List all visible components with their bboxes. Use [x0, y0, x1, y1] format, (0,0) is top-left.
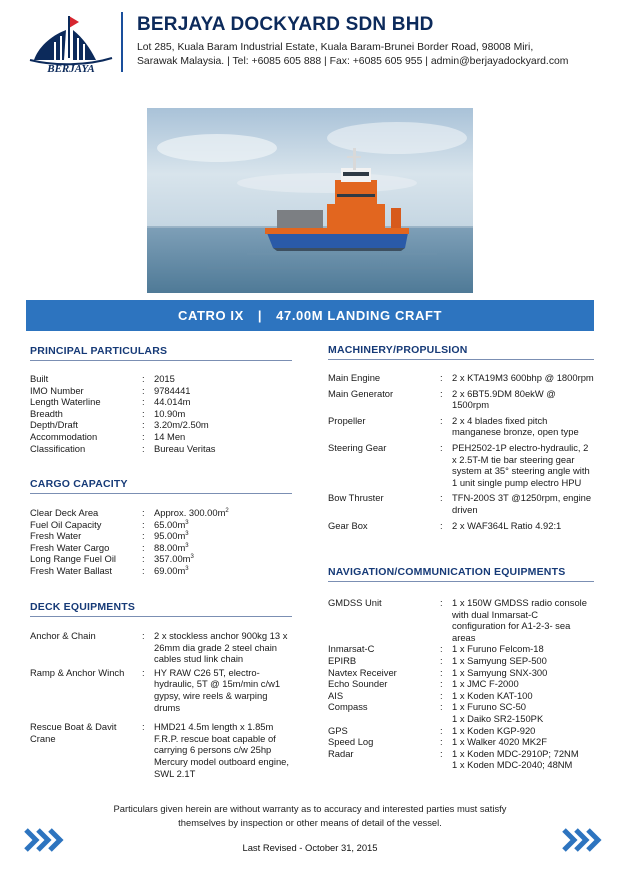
- cargo-capacity-title: CARGO CAPACITY: [30, 478, 128, 490]
- spec-label: IMO Number: [30, 384, 84, 396]
- spec-label: EPIRB: [328, 654, 357, 666]
- spec-value-text: 1 x Koden KAT-100: [452, 689, 533, 701]
- deck-equipments-title: DECK EQUIPMENTS: [30, 601, 136, 613]
- spec-colon: :: [142, 407, 145, 419]
- spec-colon: :: [142, 721, 145, 733]
- spec-colon: :: [440, 724, 443, 736]
- unit-superscript: 3: [185, 542, 189, 549]
- spec-row: [328, 678, 594, 690]
- spec-value: [154, 630, 292, 665]
- vessel-name: CATRO IX: [177, 308, 244, 323]
- spec-value-text: 2 x KTA19M3 600bhp @ 1800rpm: [452, 372, 594, 383]
- spec-row: [30, 396, 292, 408]
- section-divider: [30, 493, 292, 494]
- cargo-capacity-table: [30, 507, 292, 577]
- spec-value-text: HY RAW C26 5T, electro-hydraulic, 5T @ 15m/min c/w1 gypsy, wire reels & warping drums: [154, 666, 281, 713]
- spec-label: Fresh Water: [30, 530, 82, 542]
- disclaimer-line-1: Particulars given herein are without warranty as to accuracy and interested parties must satisfy: [113, 803, 507, 814]
- spec-value-text: 1 x Koden MDC-2040; 48NM: [452, 759, 573, 771]
- spec-colon: :: [440, 666, 443, 678]
- spec-value-text: 1 x Walker 4020 MK2F: [452, 736, 547, 748]
- spec-row: [328, 388, 594, 411]
- last-revised: Last Revised - October 31, 2015: [242, 842, 378, 853]
- spec-value: [452, 748, 594, 760]
- spec-row: [328, 701, 594, 713]
- spec-label: [328, 759, 440, 771]
- spec-value: [452, 655, 594, 667]
- spec-value: [452, 415, 594, 438]
- spec-value-text: 44.014m: [154, 396, 191, 408]
- spec-value: [154, 431, 292, 443]
- spec-row: [328, 725, 594, 737]
- spec-row: [328, 690, 594, 702]
- spec-value: [154, 667, 292, 713]
- spec-label: Anchor & Chain: [30, 630, 96, 641]
- spec-label: AIS: [328, 689, 344, 701]
- spec-value-text: 69.00m: [154, 564, 186, 576]
- spec-value: [452, 713, 594, 725]
- spec-row: [328, 713, 594, 725]
- spec-colon: :: [440, 689, 443, 701]
- spec-colon: :: [142, 630, 145, 641]
- spec-value: [452, 759, 594, 771]
- spec-colon: :: [440, 387, 443, 399]
- spec-row: [30, 530, 292, 542]
- spec-value: [452, 667, 594, 679]
- spec-value: [154, 542, 292, 554]
- spec-colon: :: [440, 441, 443, 453]
- spec-row: [328, 736, 594, 748]
- spec-value: [452, 678, 594, 690]
- spec-value-text: 2015: [154, 373, 175, 384]
- spec-value: [154, 519, 292, 531]
- spec-label: Built: [30, 373, 49, 384]
- spec-colon-blank: [440, 713, 452, 725]
- spec-row: [328, 759, 594, 771]
- vessel-photo: [147, 108, 473, 293]
- spec-value-text: 357.00m: [154, 553, 191, 565]
- spec-value-text: 2 x 4 blades fixed pitch manganese bronze, open type: [452, 414, 579, 438]
- spec-value: [154, 385, 292, 397]
- spec-value-text: 14 Men: [154, 430, 186, 442]
- spec-label: Navtex Receiver: [328, 666, 397, 678]
- spec-value-text: 65.00m: [154, 518, 186, 530]
- spec-colon: :: [142, 373, 145, 384]
- company-logo: [28, 14, 114, 74]
- spec-value-text: 1 x Koden KGP-920: [452, 724, 536, 736]
- spec-row: [328, 748, 594, 760]
- spec-value-text: 88.00m: [154, 541, 186, 553]
- spec-value-text: 2 x WAF364L Ratio 4.92:1: [452, 519, 562, 531]
- navigation-communication-table: [328, 597, 594, 771]
- company-name: BERJAYA DOCKYARD SDN BHD: [137, 14, 434, 35]
- unit-superscript: 3: [190, 554, 194, 561]
- spec-colon: :: [440, 414, 443, 426]
- disclaimer-line-2: themselves by inspection or other means of detail of the vessel.: [178, 817, 442, 828]
- spec-label: Main Engine: [328, 372, 381, 383]
- spec-label: Breadth: [30, 407, 63, 419]
- section-divider: [30, 360, 292, 361]
- spec-value: [154, 721, 292, 779]
- spec-colon: :: [440, 747, 443, 759]
- spec-colon: :: [440, 372, 443, 383]
- spec-value: [452, 725, 594, 737]
- spec-row: [30, 443, 292, 455]
- spec-colon: :: [440, 519, 443, 531]
- spec-value: [452, 520, 594, 532]
- spec-colon: :: [440, 597, 443, 608]
- spec-colon: :: [440, 678, 443, 690]
- spec-label: [328, 713, 440, 725]
- header: [0, 0, 620, 84]
- spec-value: [452, 388, 594, 411]
- spec-value: [452, 701, 594, 713]
- spec-label: Fresh Water Cargo: [30, 541, 110, 553]
- spec-value: [154, 373, 292, 385]
- spec-value-text: Bureau Veritas: [154, 442, 216, 454]
- logo-flag: [69, 16, 79, 28]
- spec-value: [154, 419, 292, 431]
- logo-text: BERJAYA: [47, 63, 95, 74]
- spec-colon-blank: [440, 759, 452, 771]
- spec-value-text: 1 x 150W GMDSS radio console with dual Inmarsat-C configuration for A1-2-3- sea areas: [452, 597, 587, 643]
- spec-value-text: 1 x Samyung SEP-500: [452, 654, 547, 666]
- unit-superscript: 2: [225, 507, 229, 514]
- spec-value-text: 2 x stockless anchor 900kg 13 x 26mm dia grade 2 steel chain cables stud link chain: [154, 630, 288, 665]
- principal-particulars-table: [30, 373, 292, 454]
- spec-row: [30, 542, 292, 554]
- spec-label: Compass: [328, 701, 368, 713]
- spec-colon: :: [440, 492, 443, 504]
- spec-label: Classification: [30, 442, 86, 454]
- machinery-propulsion-table: [328, 372, 594, 531]
- spec-row: [30, 721, 292, 779]
- spec-value: [452, 442, 594, 488]
- section-divider: [30, 616, 292, 617]
- spec-value: [452, 736, 594, 748]
- spec-value-text: 2 x 6BT5.9DM 80ekW @ 1500rpm: [452, 387, 556, 411]
- spec-value-text: 1 x Koden MDC-2910P; 72NM: [452, 747, 579, 759]
- spec-value-text: TFN-200S 3T @1250rpm, engine driven: [452, 492, 592, 515]
- spec-row: [328, 597, 594, 643]
- spec-label: Accommodation: [30, 430, 98, 442]
- spec-label: Main Generator: [328, 387, 394, 399]
- spec-colon: :: [142, 442, 145, 454]
- deck-equipments-table: [30, 630, 292, 779]
- spec-value: [452, 372, 594, 384]
- spec-value: [154, 396, 292, 408]
- spec-label: Length Waterline: [30, 396, 101, 408]
- spec-label: Clear Deck Area: [30, 507, 99, 518]
- section-divider: [328, 359, 594, 360]
- spec-colon: :: [142, 396, 145, 408]
- spec-label: Propeller: [328, 414, 366, 426]
- spec-row: [30, 385, 292, 397]
- spec-row: [30, 408, 292, 420]
- spec-value: [452, 690, 594, 702]
- disclaimer: [60, 802, 560, 830]
- spec-row: [30, 373, 292, 385]
- spec-row: [30, 419, 292, 431]
- address-line-1: Lot 285, Kuala Baram Industrial Estate, Kuala Baram-Brunei Border Road, 98008 Miri,: [137, 42, 534, 53]
- section-divider: [328, 581, 594, 582]
- banner-separator: |: [257, 308, 263, 323]
- spec-colon: :: [142, 384, 145, 396]
- vessel-title-banner: [26, 300, 594, 331]
- spec-row: [328, 442, 594, 488]
- machinery-propulsion-title: MACHINERY/PROPULSION: [328, 344, 468, 356]
- spec-row: [328, 415, 594, 438]
- spec-value-text: 1 x Samyung SNX-300: [452, 666, 548, 678]
- unit-superscript: 3: [185, 565, 189, 572]
- spec-row: [30, 553, 292, 565]
- spec-label: Inmarsat-C: [328, 643, 375, 655]
- spec-label: Echo Sounder: [328, 678, 388, 690]
- spec-value-text: 10.90m: [154, 407, 186, 419]
- spec-label: Depth/Draft: [30, 419, 78, 431]
- spec-label: Long Range Fuel Oil: [30, 553, 116, 565]
- principal-particulars-title: PRINCIPAL PARTICULARS: [30, 345, 168, 357]
- spec-label: Steering Gear: [328, 441, 387, 453]
- address-line-2: Sarawak Malaysia. | Tel: +6085 605 888 | Fax: +6085 605 955 | admin@berjayadockyard.com: [137, 56, 569, 67]
- spec-colon: :: [142, 530, 145, 542]
- spec-value-text: 95.00m: [154, 530, 186, 542]
- spec-value-text: Approx. 300.00m: [154, 507, 226, 518]
- unit-superscript: 3: [185, 531, 189, 538]
- spec-label: GPS: [328, 724, 348, 736]
- spec-value: [154, 408, 292, 420]
- spec-label: Fresh Water Ballast: [30, 564, 112, 576]
- spec-value: [154, 443, 292, 455]
- spec-value: [452, 643, 594, 655]
- spec-colon: :: [440, 701, 443, 713]
- spec-value-text: 1 x JMC F-2000: [452, 678, 519, 690]
- spec-label: GMDSS Unit: [328, 597, 382, 608]
- spec-row: [328, 492, 594, 515]
- spec-row: [30, 565, 292, 577]
- spec-label: Bow Thruster: [328, 492, 384, 504]
- spec-row: [30, 507, 292, 519]
- spec-value-text: PEH2502-1P electro-hydraulic, 2 x 2.5T-M tie bar steering gear system at 35° steering angle with 1 unit single pump electro HPU: [452, 441, 590, 488]
- spec-label: Radar: [328, 747, 354, 759]
- spec-colon: :: [142, 518, 145, 530]
- spec-row: [30, 667, 292, 713]
- spec-colon: :: [142, 419, 145, 431]
- spec-value: [452, 492, 594, 515]
- spec-label: Speed Log: [328, 736, 374, 748]
- spec-value-text: 3.20m/2.50m: [154, 419, 209, 431]
- spec-label: Ramp & Anchor Winch: [30, 666, 125, 678]
- spec-value-text: 1 x Furuno SC-50: [452, 701, 526, 713]
- spec-colon: :: [142, 541, 145, 553]
- spec-value-text: 9784441: [154, 384, 191, 396]
- spec-label: Fuel Oil Capacity: [30, 518, 102, 530]
- spec-row: [328, 372, 594, 384]
- spec-value-text: 1 x Furuno Felcom-18: [452, 643, 544, 655]
- spec-value-text: 1 x Daiko SR2-150PK: [452, 712, 544, 724]
- header-divider: [121, 12, 123, 72]
- spec-colon: :: [142, 430, 145, 442]
- spec-row: [328, 520, 594, 532]
- spec-row: [30, 519, 292, 531]
- spec-colon: :: [142, 507, 145, 518]
- spec-row: [328, 655, 594, 667]
- spec-value: [154, 530, 292, 542]
- spec-colon: :: [440, 736, 443, 748]
- spec-row: [328, 667, 594, 679]
- spec-row: [30, 431, 292, 443]
- spec-colon: :: [142, 553, 145, 565]
- spec-colon: :: [142, 666, 145, 678]
- spec-value: [452, 597, 594, 643]
- spec-value-text: HMD21 4.5m length x 1.85m F.R.P. rescue boat capable of carrying 6 persons c/w 25hp Mercury model outboard engine, SWL 2.1T: [154, 721, 289, 779]
- navigation-communication-title: NAVIGATION/COMMUNICATION EQUIPMENTS: [328, 566, 566, 578]
- spec-row: [328, 643, 594, 655]
- spec-value: [154, 553, 292, 565]
- spec-colon: :: [142, 564, 145, 576]
- vessel-type: 47.00M LANDING CRAFT: [276, 308, 443, 323]
- spec-colon: :: [440, 654, 443, 666]
- spec-value: [154, 565, 292, 577]
- spec-colon: :: [440, 643, 443, 655]
- unit-superscript: 3: [185, 519, 189, 526]
- spec-row: [30, 630, 292, 665]
- spec-value: [154, 507, 292, 519]
- spec-label: Rescue Boat & Davit Crane: [30, 721, 117, 744]
- spec-label: Gear Box: [328, 519, 368, 531]
